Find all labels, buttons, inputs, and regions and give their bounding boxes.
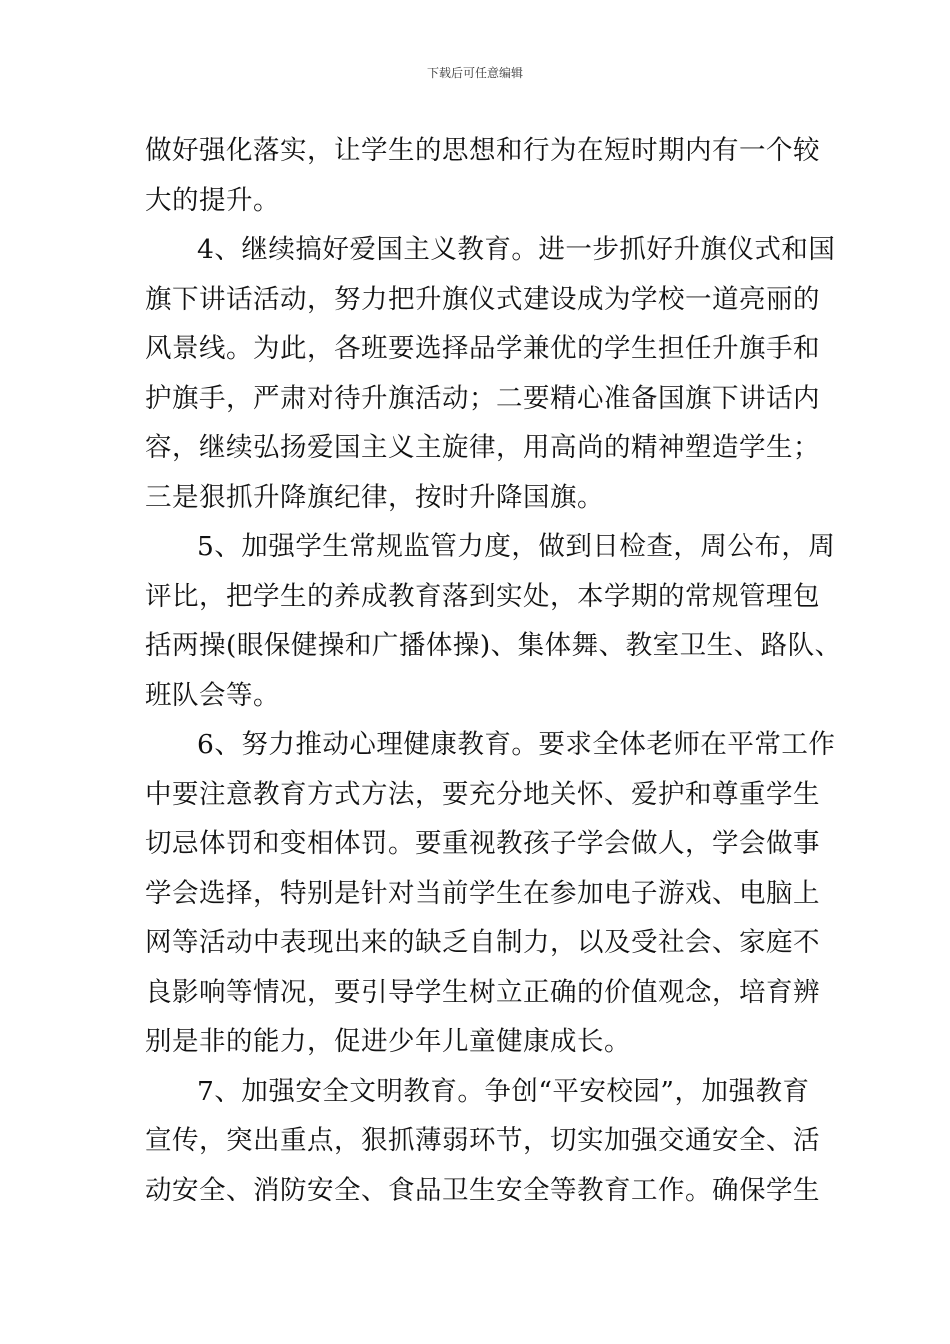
paragraph-item-5 — [145, 525, 842, 723]
paragraph-item-6 — [145, 723, 836, 1070]
text-line: 5、加强学生常规监管力度，做到日检查，周公布，周 — [197, 531, 836, 562]
document-body — [145, 129, 842, 1218]
paragraph-item-7 — [145, 1070, 820, 1219]
text-line: 动安全、消防安全、食品卫生安全等教育工作。确保学生 — [145, 1174, 820, 1206]
text-line: 括两操(眼保健操和广播体操)、集体舞、教室卫生、路队、 — [145, 630, 842, 661]
text-line: 7、加强安全文明教育。争创“平安校园”，加强教育 — [197, 1075, 810, 1107]
text-line: 宣传，突出重点，狠抓薄弱环节，切实加强交通安全、活 — [145, 1125, 820, 1156]
text-line: 三是狠抓升降旗纪律，按时升降国旗。 — [145, 481, 604, 513]
text-line: 中要注意教育方式方法，要充分地关怀、爱护和尊重学生 — [145, 778, 820, 810]
text-line: 风景线。为此，各班要选择品学兼优的学生担任升旗手和 — [145, 333, 820, 364]
text-line: 大的提升。 — [145, 184, 280, 216]
text-line: 学会选择，特别是针对当前学生在参加电子游戏、电脑上 — [145, 877, 820, 909]
text-line: 6、努力推动心理健康教育。要求全体老师在平常工作 — [197, 729, 836, 760]
text-line: 做好强化落实，让学生的思想和行为在短时期内有一个较 — [145, 135, 820, 166]
text-line: 4、继续搞好爱国主义教育。进一步抓好升旗仪式和国 — [197, 234, 836, 265]
text-line: 护旗手，严肃对待升旗活动；二要精心准备国旗下讲话内 — [145, 382, 820, 414]
text-line: 切忌体罚和变相体罚。要重视教孩子学会做人，学会做事 — [145, 828, 820, 859]
text-line: 容，继续弘扬爱国主义主旋律，用高尚的精神塑造学生； — [145, 432, 820, 463]
paragraph-item-4 — [145, 228, 836, 525]
text-line: 评比，把学生的养成教育落到实处，本学期的常规管理包 — [145, 580, 820, 612]
text-line: 网等活动中表现出来的缺乏自制力，以及受社会、家庭不 — [145, 927, 820, 958]
text-line: 良影响等情况，要引导学生树立正确的价值观念，培育辨 — [145, 976, 820, 1008]
text-line: 旗下讲话活动，努力把升旗仪式建设成为学校一道亮丽的 — [145, 283, 820, 315]
text-line: 班队会等。 — [145, 679, 280, 711]
page-header: 下载后可任意编辑 — [426, 66, 523, 80]
text-line: 别是非的能力，促进少年儿童健康成长。 — [145, 1026, 631, 1057]
paragraph-continued — [145, 129, 820, 228]
